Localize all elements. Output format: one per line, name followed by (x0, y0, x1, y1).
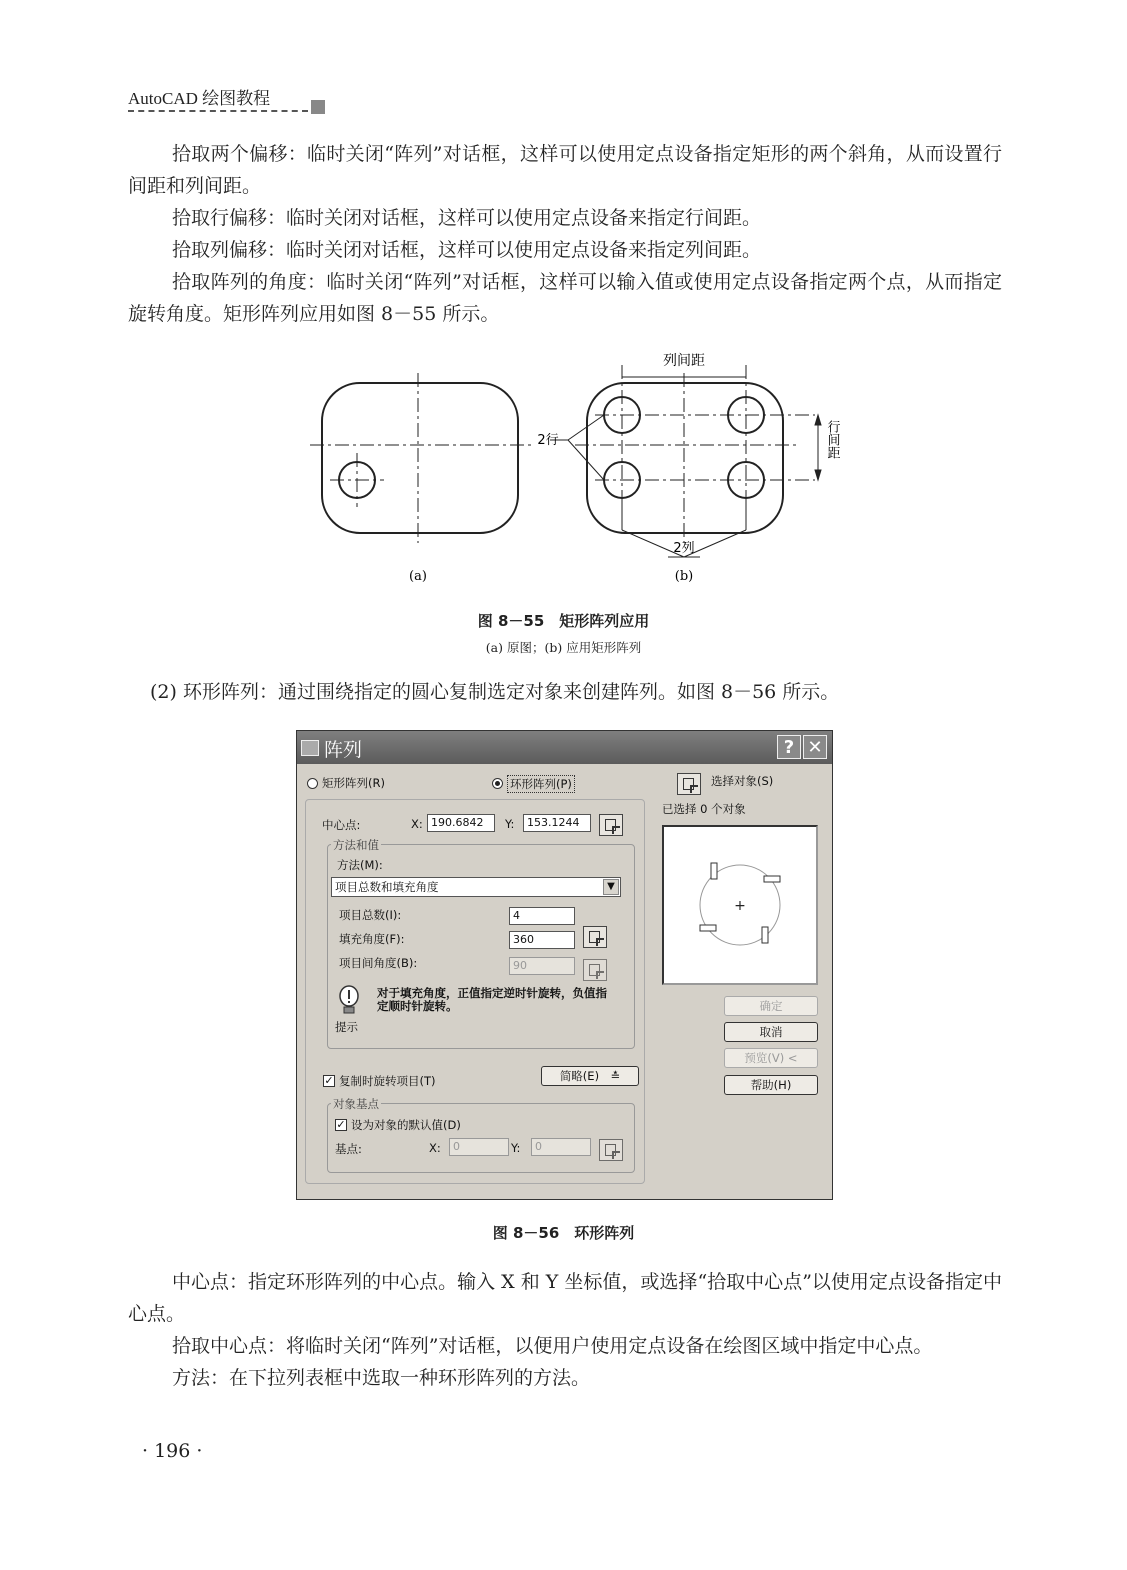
pick-base-point-button[interactable] (599, 1139, 623, 1161)
close-icon[interactable]: ✕ (803, 735, 827, 759)
body-text-top (128, 138, 1002, 330)
row-spacing-label: 行间距 (824, 420, 840, 459)
base-y-label: Y: (511, 1141, 521, 1155)
center-y-label: Y: (505, 817, 515, 831)
page-number: · 196 · (142, 1440, 203, 1462)
total-items-input[interactable]: 4 (509, 907, 575, 925)
array-dialog (296, 730, 833, 1200)
plate-outline-a (322, 383, 518, 533)
angle-between-label: 项目间角度(B): (339, 956, 418, 970)
help-icon[interactable]: ? (777, 735, 801, 759)
pick-angle-between-button[interactable] (583, 959, 607, 981)
center-label: 中心点: (322, 818, 361, 832)
sub-label-a: (a) (409, 569, 427, 584)
center-x-label: X: (411, 817, 423, 831)
default-base-label: 设为对象的默认值(D) (351, 1118, 461, 1132)
dialog-titlebar (297, 731, 832, 764)
method-select-value: 项目总数和填充角度 (335, 880, 439, 894)
paragraph: 拾取行偏移：临时关闭对话框，这样可以使用定点设备来指定行间距。 (172, 207, 762, 229)
header-divider (128, 110, 308, 112)
fill-angle-input[interactable]: 360 (509, 931, 575, 949)
figure-caption: 图 8－55 矩形阵列应用 (477, 612, 650, 630)
svg-text:+: + (734, 898, 746, 914)
col-spacing-label: 列间距 (663, 353, 705, 369)
radio-rect-array[interactable] (307, 778, 318, 789)
pick-fill-angle-button[interactable] (583, 926, 607, 948)
preview-pane (662, 825, 818, 985)
paragraph: 拾取两个偏移：临时关闭“阵列”对话框，这样可以使用定点设备指定矩形的两个斜角，从而设置行间距和列间距。 (128, 143, 1002, 197)
tip-label: 提示 (335, 1020, 358, 1034)
rows-label: 2行 (537, 433, 559, 448)
running-header: AutoCAD 绘图教程 (128, 89, 271, 108)
default-base-checkbox[interactable]: ✓ (336, 1118, 346, 1131)
preview-button[interactable]: 预览(V) < (724, 1048, 818, 1068)
paragraph: (2) 环形阵列：通过围绕指定的圆心复制选定对象来创建阵列。如图 8－56 所示。 (150, 681, 840, 703)
paragraph: 方法：在下拉列表框中选取一种环形阵列的方法。 (172, 1367, 591, 1389)
paragraph: 拾取列偏移：临时关闭对话框，这样可以使用定点设备来指定列间距。 (172, 239, 762, 261)
body-text-bottom (128, 1266, 1002, 1394)
lightbulb-icon (337, 985, 361, 1015)
selected-count: 已选择 0 个对象 (662, 802, 746, 816)
base-x-label: X: (429, 1141, 441, 1155)
plate-outline-b (587, 383, 783, 533)
dialog-title: 阵列 (324, 739, 363, 761)
base-x-input[interactable]: 0 (449, 1138, 509, 1156)
chevron-down-icon[interactable]: ▼ (603, 879, 619, 895)
header-marker (311, 100, 325, 114)
center-x-input[interactable]: 190.6842 (427, 814, 495, 832)
figure-subcaption: (a) 原图；(b) 应用矩形阵列 (485, 640, 642, 655)
paragraph: 拾取阵列的角度：临时关闭“阵列”对话框，这样可以输入值或使用定点设备指定两个点，从而指定旋转角度。矩形阵列应用如图 8－55 所示。 (128, 271, 1002, 325)
tip-text: 对于填充角度，正值指定逆时针旋转，负值指定顺时针旋转。 (377, 986, 607, 1013)
cancel-button[interactable]: 取消 (724, 1022, 818, 1042)
base-y-input[interactable]: 0 (531, 1138, 591, 1156)
radio-polar-array[interactable] (492, 778, 503, 789)
radio-rect-label: 矩形阵列(R) (322, 776, 385, 790)
select-objects-button[interactable] (677, 773, 701, 795)
app-icon (301, 740, 319, 756)
method-select[interactable] (331, 877, 621, 897)
rotate-items-label: 复制时旋转项目(T) (339, 1074, 436, 1088)
paragraph: 拾取中心点：将临时关闭“阵列”对话框，以便用户使用定点设备在绘图区域中指定中心点。 (172, 1335, 933, 1357)
figure-8-55 (300, 345, 840, 590)
radio-polar-label: 环形阵列(P) (507, 775, 575, 793)
paragraph: 中心点：指定环形阵列的中心点。输入 X 和 Y 坐标值，或选择“拾取中心点”以使用定点设备指定中心点。 (128, 1271, 1002, 1325)
ok-button[interactable]: 确定 (724, 996, 818, 1016)
body-text-mid (128, 676, 1002, 708)
base-point-label: 基点: (335, 1142, 362, 1156)
less-button[interactable]: 简略(E) ≛ (541, 1066, 639, 1086)
method-label: 方法(M): (337, 858, 383, 872)
pick-center-button[interactable] (599, 814, 623, 836)
help-button[interactable]: 帮助(H) (724, 1075, 818, 1095)
base-point-group-label: 对象基点 (333, 1097, 379, 1111)
rotate-items-checkbox[interactable]: ✓ (324, 1074, 334, 1087)
sub-label-b: (b) (674, 569, 694, 584)
preview-graphic (664, 827, 816, 983)
figure-caption: 图 8－56 环形阵列 (492, 1224, 635, 1242)
cols-label: 2列 (673, 541, 695, 556)
fill-angle-label: 填充角度(F): (339, 932, 405, 946)
method-group-label: 方法和值 (333, 838, 379, 852)
angle-between-input[interactable]: 90 (509, 957, 575, 975)
select-objects-label: 选择对象(S) (711, 774, 774, 788)
total-items-label: 项目总数(I): (339, 908, 402, 922)
center-y-input[interactable]: 153.1244 (523, 814, 591, 832)
